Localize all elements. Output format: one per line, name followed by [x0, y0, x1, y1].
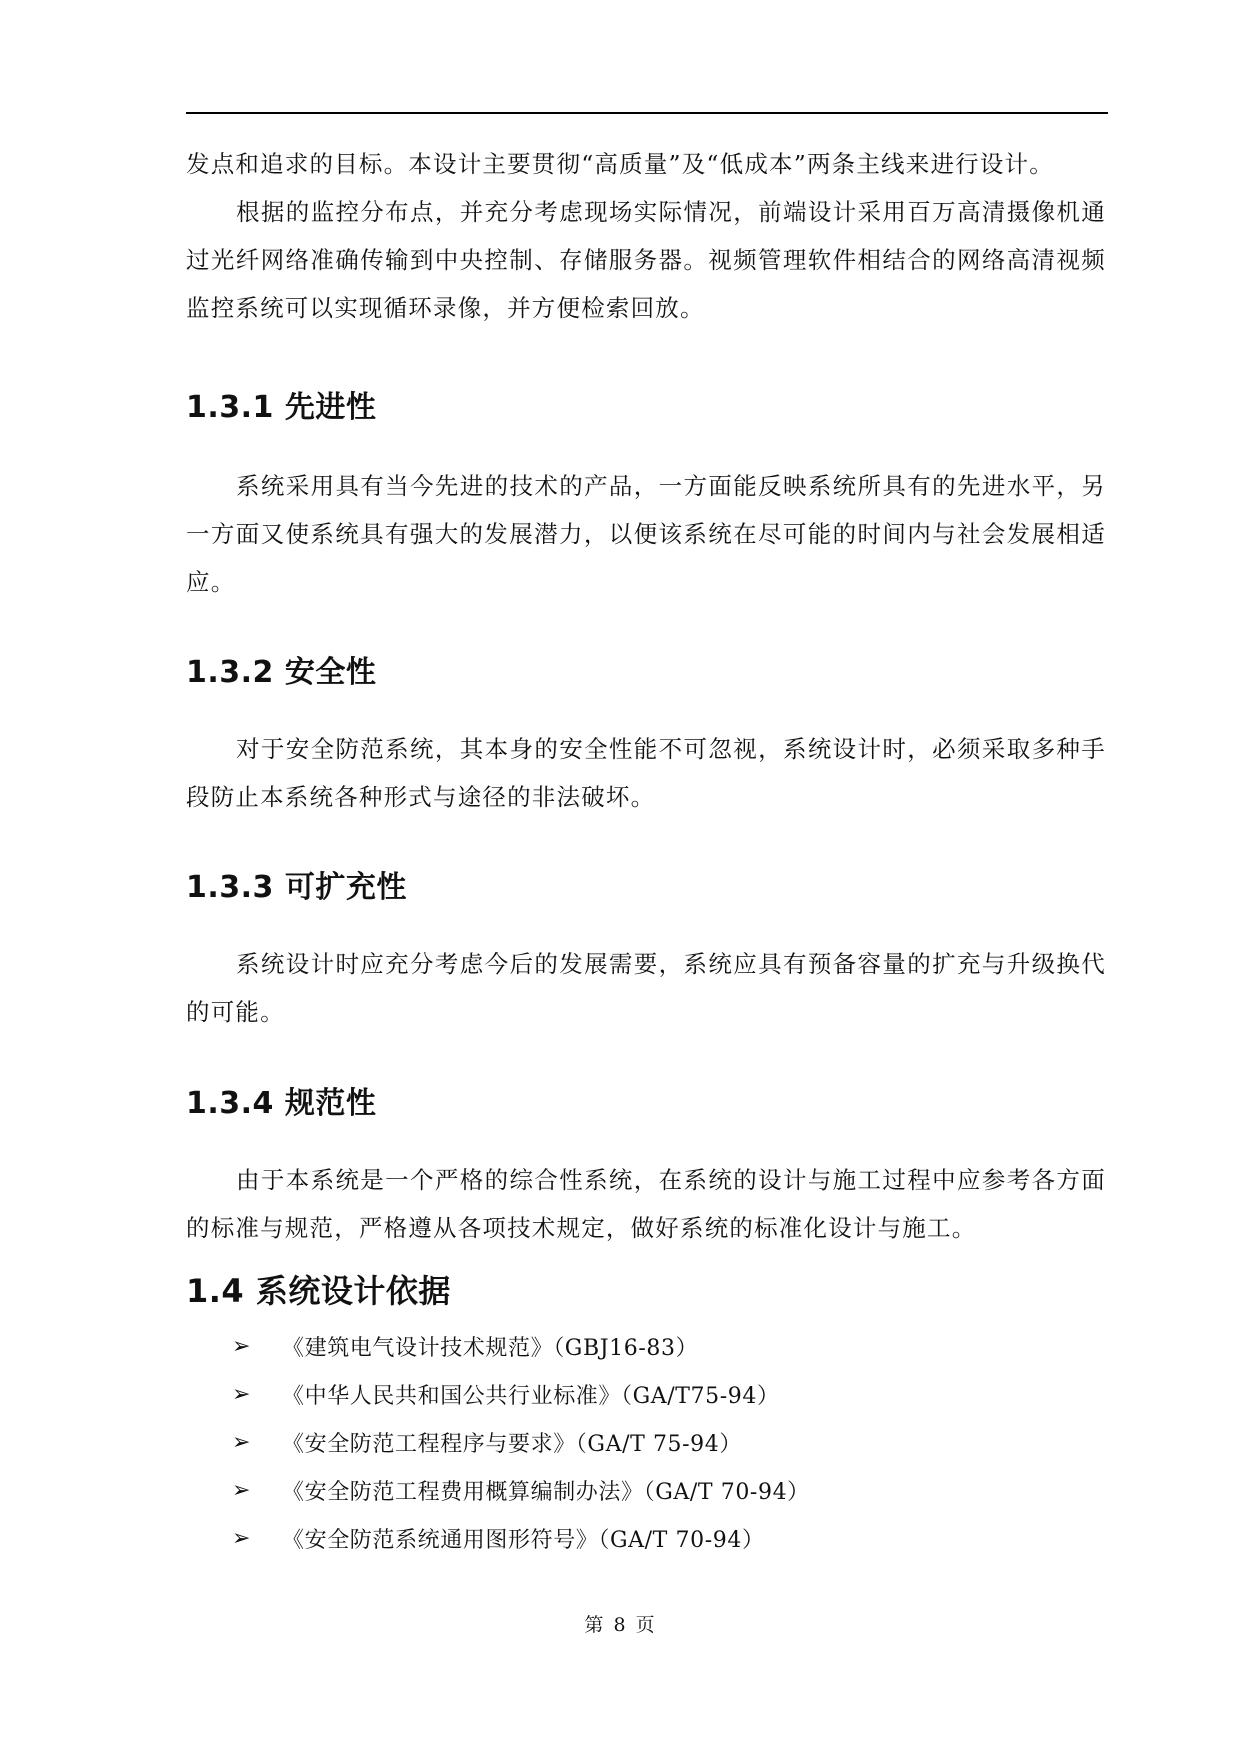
section-heading-extensibility: 1.3.3 可扩充性	[186, 870, 407, 905]
section-body-standards: 由于本系统是一个严格的综合性系统，在系统的设计与施工过程中应参考各方面的标准与规范，严格遵从各项技术规定，做好系统的标准化设计与施工。	[186, 1166, 1106, 1242]
list-item	[232, 1322, 810, 1370]
section-body-security-wrap	[186, 725, 1106, 821]
design-basis-list	[232, 1322, 810, 1562]
page-number-footer: 第 8 页	[584, 1614, 657, 1636]
section-body-extensibility: 系统设计时应充分考虑今后的发展需要，系统应具有预备容量的扩充与升级换代的可能。	[186, 950, 1106, 1026]
arrow-bullet-icon: ➢	[232, 1381, 252, 1407]
arrow-bullet-icon: ➢	[232, 1333, 252, 1359]
list-item-text: 《安全防范系统通用图形符号》（GA/T 70-94）	[282, 1527, 765, 1553]
section-body-standards-wrap	[186, 1156, 1106, 1252]
section-body-security: 对于安全防范系统，其本身的安全性能不可忽视，系统设计时，必须采取多种手段防止本系统各种形式与途径的非法破坏。	[186, 735, 1106, 811]
list-item	[232, 1466, 810, 1514]
section-body-advanced: 系统采用具有当今先进的技术的产品，一方面能反映系统所具有的先进水平，另一方面又使系统具有强大的发展潜力，以便该系统在尽可能的时间内与社会发展相适应。	[186, 472, 1106, 596]
arrow-bullet-icon: ➢	[232, 1525, 252, 1551]
section-body-advanced-wrap	[186, 462, 1106, 606]
list-item-text: 《安全防范工程程序与要求》（GA/T 75-94）	[282, 1431, 742, 1457]
section-heading-security: 1.3.2 安全性	[186, 655, 377, 690]
arrow-bullet-icon: ➢	[232, 1429, 252, 1455]
arrow-bullet-icon: ➢	[232, 1477, 252, 1503]
intro-paragraph-2: 根据的监控分布点，并充分考虑现场实际情况，前端设计采用百万高清摄像机通过光纤网络准确传输到中央控制、存储服务器。视频管理软件相结合的网络高清视频监控系统可以实现循环录像，并方便检索回放。	[186, 198, 1106, 322]
section-heading-advanced: 1.3.1 先进性	[186, 390, 377, 425]
intro-block	[186, 140, 1106, 332]
list-item	[232, 1370, 810, 1418]
list-item	[232, 1418, 810, 1466]
section-heading-standards: 1.3.4 规范性	[186, 1086, 377, 1121]
intro-paragraph-1: 发点和追求的目标。本设计主要贯彻“高质量”及“低成本”两条主线来进行设计。	[186, 150, 1054, 178]
list-item-text: 《安全防范工程费用概算编制办法》（GA/T 70-94）	[282, 1479, 810, 1505]
section-body-extensibility-wrap	[186, 940, 1106, 1036]
header-rule	[186, 112, 1108, 114]
design-basis-heading: 1.4 系统设计依据	[186, 1272, 451, 1310]
list-item-text: 《建筑电气设计技术规范》（GBJ16-83）	[282, 1335, 699, 1361]
list-item	[232, 1514, 810, 1562]
list-item-text: 《中华人民共和国公共行业标准》（GA/T75-94）	[282, 1383, 780, 1409]
